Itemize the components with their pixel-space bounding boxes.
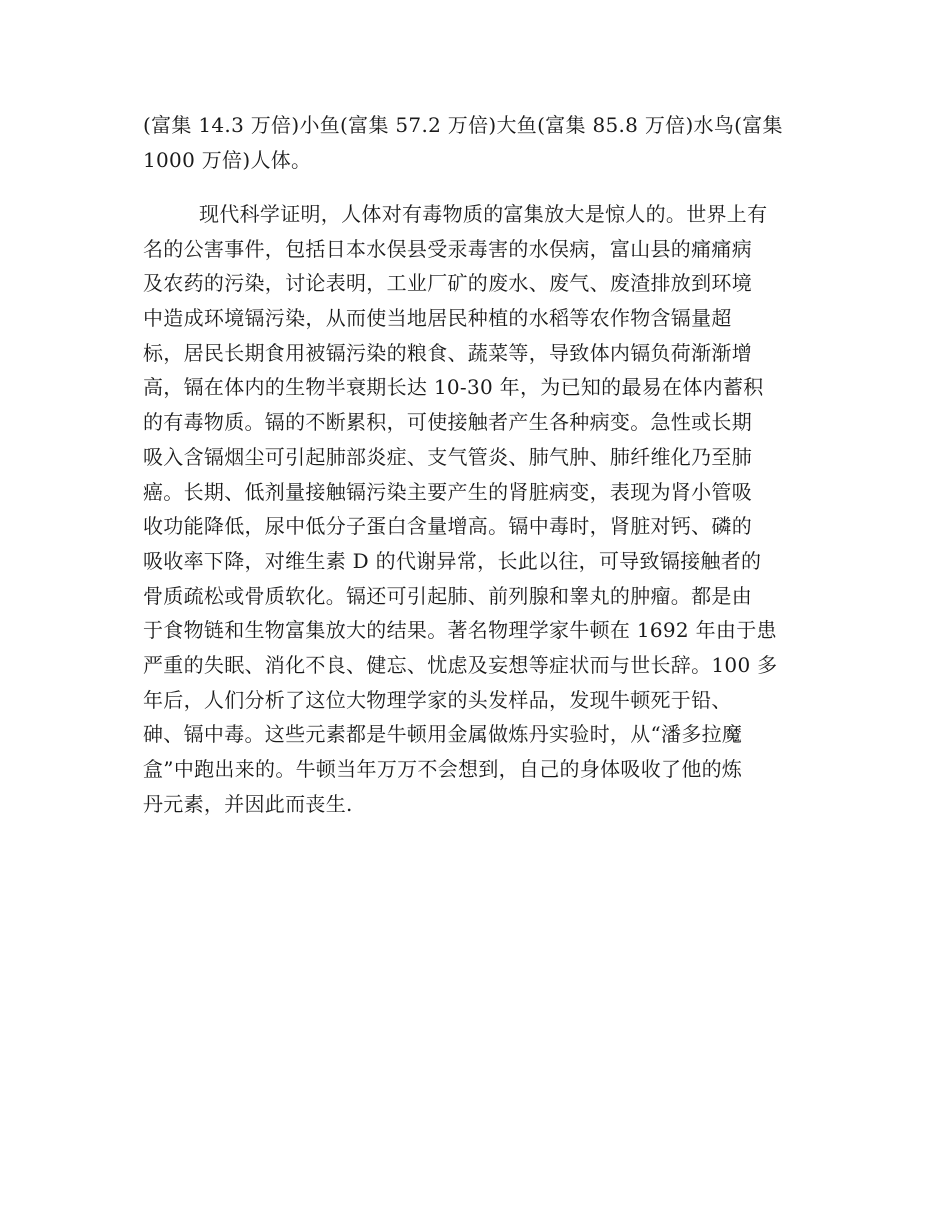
text-line: 现代科学证明，人体对有毒物质的富集放大是惊人的。世界上有 <box>199 202 768 226</box>
text-line: 及农药的污染，讨论表明，工业厂矿的废水、废气、废渣排放到环境 <box>143 271 752 296</box>
text-line: (富集 14.3 万倍)小鱼(富集 57.2 万倍)大鱼(富集 85.8 万倍)水鸟(富集 <box>143 113 783 137</box>
text-line: 骨质疏松或骨质软化。镉还可引起肺、前列腺和睾丸的肿瘤。都是由 <box>143 583 752 608</box>
text-line: 丹元素，并因此而丧生. <box>143 791 353 816</box>
text-line: 收功能降低，尿中低分子蛋白含量增高。镉中毒时，肾脏对钙、磷的 <box>143 514 752 539</box>
text-line: 中造成环境镉污染，从而使当地居民种植的水稻等农作物含镉量超 <box>143 306 732 331</box>
text-line: 1000 万倍)人体。 <box>143 147 312 172</box>
text-line: 年后，人们分析了这位大物理学家的头发样品，发现牛顿死于铅、 <box>143 687 732 712</box>
text-line: 盒”中跑出来的。牛顿当年万万不会想到，自己的身体吸收了他的炼 <box>143 757 743 781</box>
paragraph-continued <box>143 108 813 177</box>
text-line: 吸收率下降，对维生素 D 的代谢异常，长此以往，可导致镉接触者的 <box>143 548 762 573</box>
text-line: 癌。长期、低剂量接触镉污染主要产生的肾脏病变，表现为肾小管吸 <box>143 479 752 504</box>
text-line: 标，居民长期食用被镉污染的粮食、蔬菜等，导致体内镉负荷渐渐增 <box>143 340 752 365</box>
text-line: 砷、镉中毒。这些元素都是牛顿用金属做炼丹实验时，从“潘多拉魔 <box>143 722 743 747</box>
paragraph-modern-science <box>143 197 813 821</box>
text-line: 严重的失眠、消化不良、健忘、忧虑及妄想等症状而与世长辞。100 多 <box>143 652 778 677</box>
text-line: 高，镉在体内的生物半衰期长达 10-30 年，为已知的最易在体内蓄积 <box>143 375 764 400</box>
text-line: 于食物链和生物富集放大的结果。著名物理学家牛顿在 1692 年由于患 <box>143 618 777 643</box>
text-line: 吸入含镉烟尘可引起肺部炎症、支气管炎、肺气肿、肺纤维化乃至肺 <box>143 444 752 469</box>
text-line: 名的公害事件，包括日本水俣县受汞毒害的水俣病，富山县的痛痛病 <box>143 236 752 261</box>
text-line: 的有毒物质。镉的不断累积，可使接触者产生各种病变。急性或长期 <box>143 410 752 435</box>
